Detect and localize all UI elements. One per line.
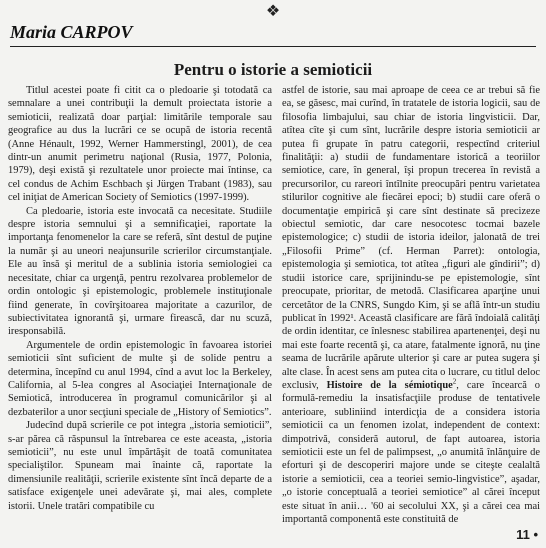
author-name: Maria CARPOV <box>10 22 133 42</box>
ornament-icon: ❖ <box>265 3 281 20</box>
page-number: 11 • <box>516 527 538 542</box>
paragraph-2: Ca pledoarie, istoria este invocată ca necesitate. Studiile despre istoria semnului şi a semnificaţiei, raportate la importanţa fenomenelor la care se referă, sînt destul de puţine la număr şi au uneori neajunsurile scrierilor circumstanţiale. Ele au însă şi meritul de a sublinia istoria semiologiei ca necesitate, chiar ca urgenţă, pentru rezolvarea problemelor de ordin ontologic şi epistemologic, problemele instituţionale fiind generate, în covîrşitoarea majoritate a cazurilor, de subiectivitatea ignorantă şi, urmare firească, dar nu scuză, iresponsabilă. <box>8 205 272 338</box>
paragraph-continued <box>282 84 540 526</box>
paragraph-4: Judecînd după scrierile ce pot integra „istoria semioticii”, s-ar părea că răspunsul la întrebarea ce este aceasta, „istoria semioticii”, nu este unul împărtăşit de toată comunitatea specialiştilor. Spuneam mai înainte că, raportate la dimensiunile realităţii, scrierile existente sînt încă departe de a satisface exigenţele unei adevărate şi, mai ales, complete istorii. Unele tratări compatibile cu <box>8 420 272 512</box>
featured-work-title: Histoire de la sémiotique <box>326 379 453 391</box>
paragraph-1: Titlul acestei poate fi citit ca o pledoarie şi totodată ca semnalare a unei contribuţii la demult proiectata istorie a semioticii, realizată doar parţial: limitările temporale sau geografice au dus la lucrări ce se ocupă de istoria recentă (Anne Hénault, 1992, Werner Hammerstingl, 2001), de cea dintr-un anumit perimetru naţional (Rusia, 1977, Polonia, 1979), deşi există şi rezultatele unor proiecte mai întinse, ca cel condus de Achim Eschbach şi Jürgen Trabant (1983), sau cel iniţiat de American Society of Semiotics (1997-1999). <box>8 85 272 204</box>
paragraph-text-part2: , care încearcă o formulă-remediu la insatisfacţiile produse de tentativele anterioare, subliniind interdicţia de a considera istoria semioticii ca un fenomen izolat, independent de context: dimpotrivă, consideră autorul, de fapt autoarea, istoria semioticii este un fel de palimpsest, „o anumită înlănţuire de eforturi şi de descoperiri majore unde se citeşte cealaltă istorie a semioticii, cea a teoriei semio-lingvistice”, aşadar, „o istorie conceptuală a teoriei semiotice” al cărei început este situat în anii… '60 ai secolului XX, şi a cărei cea mai importantă componentă este constituită de <box>282 379 540 525</box>
article-title: Pentru o istorie a semioticii <box>173 60 373 79</box>
paragraph-text-part1: astfel de istorie, sau mai aproape de ceea ce ar trebui să fie ea, se găsesc, mai curînd, în tratatele de istoria logicii, sau de filosofia limbajului, sau chiar de istoria lingvisticii. Dar, atîtea cîte şi cum sînt, lucrările despre istoria semioticii ar putea fi grupate în patru categorii, respectînd criteriul finalităţii: a) studii de fundamentare istorică a teoriilor semiotice, care, în general, îşi propun trecerea în revistă a precursorilor, cu rareori întîlnite preocupări pentru varietatea stilurilor cognitive ale fiecărei epoci; b) studii care oferă o documentaţie empirică şi care sînt destinate să precizeze obiectul semiotic, dar care nesocotesc tocmai bazele epistemologice; c) studii de istoria ideilor, jalonată de trei „Filosofii Prime” (cf. Herman Parret): ontologia, epistemologia şi semiotica, tot atîtea „figuri ale gîndirii”; d) studii istorice care, sprijinindu-se pe epistemologie, sînt preocupate, prioritar, de metodă. Clasificarea aparţine unui cercetător de la CNRS, Sungdo Kim, şi se află într-un studiu publicat în 1992¹. Această clasificare are fără îndoială calităţi de ordin identitar, ce înlesnesc stabilirea apartenenţei, deşi nu mai este foarte recentă şi, ca atare, fatalmente ignoră, nu ţine seama de lucrările apărute ulterior şi care ar putea sugera şi alte clase. În acest sens am putea cita o lucrare, cu titlul deloc exclusiv, <box>282 85 540 391</box>
footnote-marker: 2 <box>452 377 457 386</box>
left-column <box>8 84 272 513</box>
right-column <box>282 84 540 526</box>
header-divider <box>10 46 536 47</box>
paragraph-3: Argumentele de ordin epistemologic în favoarea istoriei semioticii sînt suficient de multe şi de solide pentru a determina, începînd cu anul 1994, cînd a avut loc la Berkeley, California, al 5-lea congres al Asociaţiei Internaţionale de Semiotică, introducerea în programul comunicărilor şi al dezbaterilor a unor secţiuni speciale de „History of Semiotics”. <box>8 339 272 418</box>
